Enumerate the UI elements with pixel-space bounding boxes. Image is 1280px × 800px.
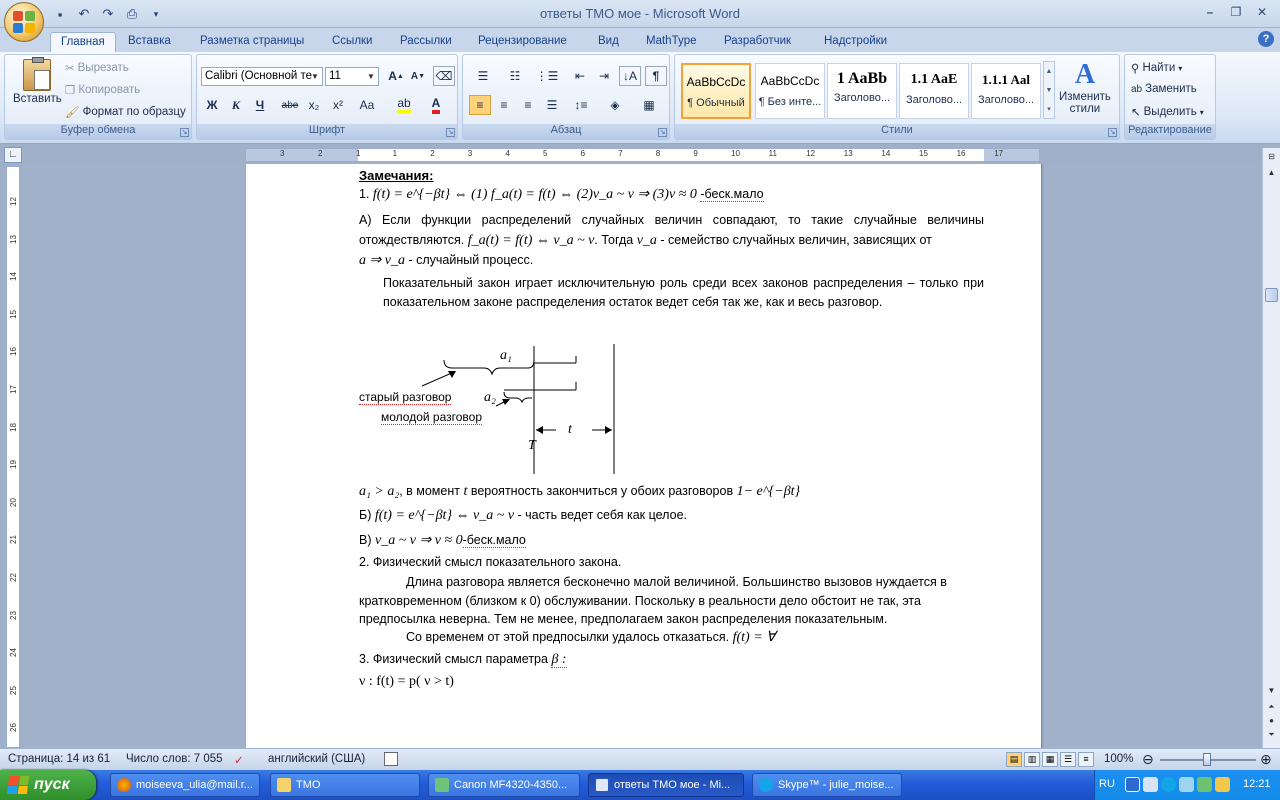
folder-icon	[277, 778, 291, 792]
line-spacing-icon[interactable]: ↕≡	[574, 98, 588, 112]
align-center-icon[interactable]: ≡	[500, 98, 508, 112]
maximize-icon[interactable]: ❐	[1230, 5, 1242, 19]
save-icon[interactable]: ▪	[57, 6, 63, 22]
tab-mathtype[interactable]: MathType	[646, 35, 697, 47]
task-folder[interactable]: TMO	[270, 773, 420, 797]
ruler-number: 19	[8, 460, 18, 470]
styles-launcher-icon[interactable]: ↘	[1109, 129, 1116, 136]
undo-icon[interactable]: ↶	[78, 6, 90, 21]
copy-icon: ❐	[65, 85, 76, 97]
redo-icon[interactable]: ↷	[102, 6, 114, 21]
view-print-layout-icon[interactable]: ▤	[1006, 752, 1022, 767]
view-web-icon[interactable]: ▦	[1042, 752, 1058, 767]
select-button[interactable]: ↖ Выделить ▾	[1131, 106, 1204, 119]
ruler-number: 9	[693, 149, 698, 158]
tab-review[interactable]: Рецензирование	[478, 35, 567, 47]
chevron-down-icon: ▼	[311, 72, 319, 81]
tray-back-icon[interactable]	[1125, 777, 1140, 792]
arrow-old-call	[422, 372, 454, 386]
tab-page-layout[interactable]: Разметка страницы	[200, 35, 305, 47]
show-marks-icon[interactable]: ¶	[645, 66, 667, 86]
change-styles-button[interactable]: A Изменить стили	[1059, 59, 1111, 115]
tab-addins[interactable]: Надстройки	[824, 35, 888, 47]
system-tray	[1094, 770, 1280, 800]
paragraph-a: А) Если функции распределений случайных величин совпадают, то такие случайные величины отождествляются. f_a(t) = f(t) ⇔ ν_a ~ ν. Тогда ν_a - семейство случайных величин, зависящих от	[359, 213, 984, 248]
proofing-icon[interactable]: ✓	[234, 755, 244, 767]
clipboard-group-label: Буфер обмена	[5, 124, 191, 139]
browse-object-icon[interactable]: ●	[1269, 716, 1274, 725]
multilevel-list-icon[interactable]: ⋮☰	[535, 69, 559, 83]
paragraph-launcher-icon[interactable]: ↘	[659, 129, 666, 136]
grow-font-icon[interactable]: A ▲	[388, 69, 404, 83]
print-icon[interactable]: ⎙	[126, 6, 138, 21]
office-button[interactable]	[4, 2, 44, 42]
paste-button[interactable]	[13, 59, 62, 105]
line-b: Б) f(t) = e^{−βt} ⇔ ν_a ~ ν - часть ведет себя как целое.	[359, 508, 687, 523]
task-canon[interactable]: Canon MF4320-4350...	[428, 773, 580, 797]
word-count[interactable]: Число слов: 7 055	[126, 753, 223, 765]
help-icon[interactable]: ?	[1258, 31, 1274, 47]
moment-line: a₁ > a₂, в момент t вероятность закончиться у обоих разговоров 1− e^{−βt}	[359, 484, 801, 499]
subscript-button[interactable]: x₂	[308, 98, 320, 112]
title-bar	[0, 0, 1280, 28]
view-outline-icon[interactable]: ☰	[1060, 752, 1076, 767]
font-name-combo[interactable]: Calibri (Основной те ▼	[201, 67, 323, 86]
item-3-heading: 3. Физический смысл параметра β :	[359, 652, 567, 667]
close-icon[interactable]: ✕	[1256, 5, 1268, 19]
ruler-number: 17	[994, 149, 1004, 158]
view-draft-icon[interactable]: ≡	[1078, 752, 1094, 767]
format-painter-button[interactable]: 🖌 Формат по образцу	[65, 106, 186, 119]
superscript-button[interactable]: x²	[333, 98, 343, 112]
ruler-number: 10	[731, 149, 740, 158]
paste-icon	[23, 59, 51, 91]
scanner-icon	[435, 778, 449, 792]
label-T: T	[528, 438, 536, 453]
ruler-number: 12	[8, 197, 18, 206]
minimize-icon[interactable]: –	[1206, 5, 1214, 19]
page-counter[interactable]: Страница: 14 из 61	[8, 753, 111, 765]
justify-icon[interactable]: ☰	[546, 98, 558, 112]
tab-view[interactable]: Вид	[598, 35, 619, 47]
ruler-number: 26	[8, 723, 18, 733]
font-color-icon[interactable]: A	[423, 95, 449, 115]
next-page-icon[interactable]: ⏷	[1268, 730, 1275, 739]
ruler-number: 8	[655, 149, 661, 158]
label-t: t	[568, 422, 572, 437]
ruler-number: 1	[392, 149, 398, 158]
ruler-number: 18	[8, 422, 18, 432]
last-formula: ν : f(t) = p( ν > t)	[359, 674, 454, 689]
brace-a2	[504, 392, 532, 402]
tab-selector[interactable]: ∟	[4, 147, 22, 163]
status-bar	[0, 748, 1280, 770]
font-group	[196, 54, 458, 140]
styles-scroll[interactable]: ▲ ▼ ▾	[1043, 61, 1055, 119]
tab-mailings[interactable]: Рассылки	[400, 35, 452, 47]
label-a2: a₂	[484, 390, 496, 405]
increase-indent-icon[interactable]: ⇥	[598, 69, 610, 83]
ruler-number: 16	[8, 347, 18, 357]
zoom-in-icon[interactable]: ⊕	[1260, 751, 1272, 767]
task-word[interactable]: ответы ТМО мое - Mi...	[588, 773, 744, 797]
item-2-body: Длина разговора является бесконечно малой величиной. Большинство вызовов нуждается в кратковременном (близком к 0) обслуживании. Поскольку в реальности дело обстоит не так, эта предпосылка неверна. Тем не менее, предполагаем закон распределения показательным.	[359, 575, 947, 626]
vertical-ruler[interactable]	[6, 166, 20, 748]
item-2-heading: 2. Физический смысл показательного закона.	[359, 555, 622, 569]
ruler-number: 17	[8, 385, 18, 394]
windows-flag-icon	[7, 776, 30, 794]
start-button[interactable]: пуск	[0, 770, 96, 800]
ruler-number: 1	[356, 149, 361, 158]
ruler-number: 24	[8, 648, 18, 658]
tab-insert[interactable]: Вставка	[128, 35, 171, 47]
styles-group	[674, 54, 1120, 140]
font-size-combo[interactable]: 11 ▼	[325, 67, 379, 86]
language-indicator[interactable]: английский (США)	[268, 753, 366, 765]
style-heading-3[interactable]: 1.1.1 Aal Заголово...	[971, 63, 1041, 119]
ruler-number: 21	[8, 535, 18, 545]
remark-1-formula: f(t) = e^{−βt} ⇔ (1) f_a(t) = f(t) ⇔ (2)ν_a ~ ν ⇒ (3)ν ≈ 0	[372, 187, 697, 202]
binoculars-icon: ⚲	[1131, 63, 1140, 75]
brush-icon: 🖌	[65, 107, 80, 119]
shrink-font-icon[interactable]: A ▼	[410, 70, 426, 82]
styles-group-label: Стили	[675, 124, 1119, 139]
window-controls	[1198, 3, 1274, 21]
copy-button[interactable]: ❐ Копировать	[65, 84, 141, 97]
replace-icon: ab	[1131, 83, 1143, 95]
macro-record-icon[interactable]	[384, 752, 398, 766]
scroll-up-icon[interactable]: ▲	[1267, 168, 1276, 177]
ruler-number: 15	[919, 149, 928, 158]
ribbon-tabs	[0, 28, 1280, 52]
decrease-indent-icon[interactable]: ⇤	[574, 69, 586, 83]
style-heading-1[interactable]: 1 AaBb Заголово...	[827, 63, 897, 119]
clock[interactable]: 12:21	[1243, 778, 1271, 790]
item-2-last: Со временем от этой предпосылки удалось отказаться. f(t) = ∀	[406, 630, 776, 645]
align-right-icon[interactable]: ≡	[524, 98, 532, 112]
cut-button[interactable]: ✂ Вырезать	[65, 62, 129, 75]
editing-group-label: Редактирование	[1125, 124, 1215, 139]
horizontal-ruler[interactable]	[245, 148, 1040, 162]
window-title: ответы ТМО мое - Microsoft Word	[540, 6, 740, 21]
ruler-number: 12	[806, 149, 816, 158]
clear-format-icon[interactable]: ⌫	[433, 66, 455, 86]
change-styles-icon: A	[1074, 59, 1096, 90]
clipboard-launcher-icon[interactable]: ↘	[181, 129, 188, 136]
style-normal[interactable]: AaBbCcDc ¶ Обычный	[681, 63, 751, 119]
editing-group	[1124, 54, 1216, 140]
task-firefox[interactable]: moiseeva_ulia@mail.r...	[110, 773, 260, 797]
ruler-number: 2	[430, 149, 435, 158]
prev-page-icon[interactable]: ⏶	[1268, 702, 1275, 711]
bullets-icon[interactable]: ☰	[477, 69, 489, 83]
sort-icon[interactable]: ↓A	[619, 66, 641, 86]
ruler-number: 14	[8, 272, 18, 282]
usb-icon[interactable]	[1197, 777, 1212, 792]
style-heading-2[interactable]: 1.1 AaE Заголово...	[899, 63, 969, 119]
cut-icon: ✂	[65, 63, 75, 75]
document-page[interactable]	[246, 164, 1041, 748]
ribbon	[0, 52, 1280, 144]
font-group-label: Шрифт	[197, 124, 457, 139]
paragraph-group-label: Абзац	[463, 124, 669, 139]
word-icon	[595, 778, 609, 792]
ruler-number: 20	[8, 497, 18, 507]
task-skype[interactable]: Skype™ - julie_moise...	[752, 773, 902, 797]
tab-references[interactable]: Ссылки	[332, 35, 373, 47]
style-no-spacing[interactable]: AaBbCcDc ¶ Без инте...	[755, 63, 825, 119]
office-logo-icon	[13, 11, 35, 33]
zoom-out-icon[interactable]: ⊖	[1142, 751, 1154, 767]
underline-button[interactable]: Ч	[255, 98, 265, 112]
zoom-slider-thumb[interactable]	[1203, 753, 1211, 766]
ruler-number: 14	[881, 149, 891, 158]
process-line: a ⇒ ν_a - случайный процесс.	[359, 253, 534, 268]
brace-a1	[444, 360, 534, 374]
ruler-number: 3	[280, 149, 285, 158]
network-icon[interactable]	[1143, 777, 1158, 792]
ruler-number: 15	[8, 309, 18, 319]
paragraph-group	[462, 54, 670, 140]
ruler-number: 2	[318, 149, 323, 158]
find-button[interactable]: ⚲ Найти ▾	[1131, 62, 1183, 75]
highlight-icon[interactable]: ab	[391, 95, 417, 115]
arrow-young-call	[496, 400, 508, 406]
clipboard-group	[4, 54, 192, 140]
chevron-down-icon: ▼	[367, 72, 375, 81]
paste-label: Вставить	[13, 93, 62, 105]
quote-paragraph: Показательный закон играет исключительную роль среди всех законов распределения – только при показательном законе распределения остаток ведет себя так же, как и весь разговор.	[383, 276, 984, 309]
view-full-screen-icon[interactable]: ▥	[1024, 752, 1040, 767]
keyboard-layout[interactable]: RU	[1099, 778, 1115, 790]
document-area	[22, 164, 1262, 748]
bold-button[interactable]: Ж	[206, 98, 218, 112]
ruler-number: 16	[956, 149, 966, 158]
taskbar	[0, 770, 1280, 800]
ruler-number: 25	[8, 685, 18, 695]
ruler-number: 23	[8, 610, 18, 620]
numbering-icon[interactable]: ☷	[509, 69, 521, 83]
ruler-number: 11	[768, 149, 777, 158]
align-left-icon[interactable]: ≡	[469, 95, 491, 115]
ruler-number: 22	[8, 573, 18, 582]
ruler-number: 13	[843, 149, 853, 158]
firefox-icon	[117, 778, 131, 792]
ruler-number: 5	[543, 149, 548, 158]
label-young-call: молодой разговор	[381, 410, 483, 424]
skype-icon	[759, 778, 773, 792]
security-icon[interactable]	[1215, 777, 1230, 792]
tab-home[interactable]: Главная	[50, 32, 116, 53]
ruler-number: 7	[618, 149, 623, 158]
italic-button[interactable]: К	[231, 97, 241, 112]
cursor-icon: ↖	[1131, 107, 1141, 119]
volume-icon[interactable]	[1179, 777, 1194, 792]
vertical-scrollbar[interactable]	[1262, 148, 1280, 748]
ruler-number: 4	[505, 149, 510, 158]
scroll-down-icon[interactable]: ▼	[1267, 686, 1276, 695]
label-old-call: старый разговор	[359, 390, 452, 404]
remark-1-line: 1. f(t) = e^{−βt} ⇔ (1) f_a(t) = f(t) ⇔ (2)ν_a ~ ν ⇒ (3)ν ≈ 0 -беск.мало	[359, 187, 764, 202]
font-launcher-icon[interactable]: ↘	[447, 129, 454, 136]
skype-tray-icon[interactable]	[1161, 777, 1176, 792]
ruler-number: 6	[580, 149, 586, 158]
tab-developer[interactable]: Разработчик	[724, 35, 792, 47]
strikethrough-button[interactable]: abe	[281, 99, 299, 111]
ruler-toggle-icon[interactable]: ⊟	[1268, 152, 1275, 161]
remarks-heading: Замечания:	[359, 168, 434, 183]
ruler-number: 13	[8, 234, 18, 244]
scroll-thumb[interactable]	[1265, 288, 1278, 302]
ruler-number: 3	[467, 149, 473, 158]
customize-qat-icon[interactable]: ▾	[153, 8, 159, 19]
change-case-button[interactable]: Aa	[359, 98, 375, 112]
zoom-level[interactable]: 100%	[1104, 753, 1134, 765]
shading-icon[interactable]: ◈	[610, 98, 620, 112]
label-a1: a₁	[500, 348, 512, 363]
replace-button[interactable]: ab Заменить	[1131, 83, 1197, 95]
borders-icon[interactable]: ▦	[643, 98, 655, 112]
line-v: В) ν_a ~ ν ⇒ ν ≈ 0-беск.мало	[359, 533, 526, 548]
